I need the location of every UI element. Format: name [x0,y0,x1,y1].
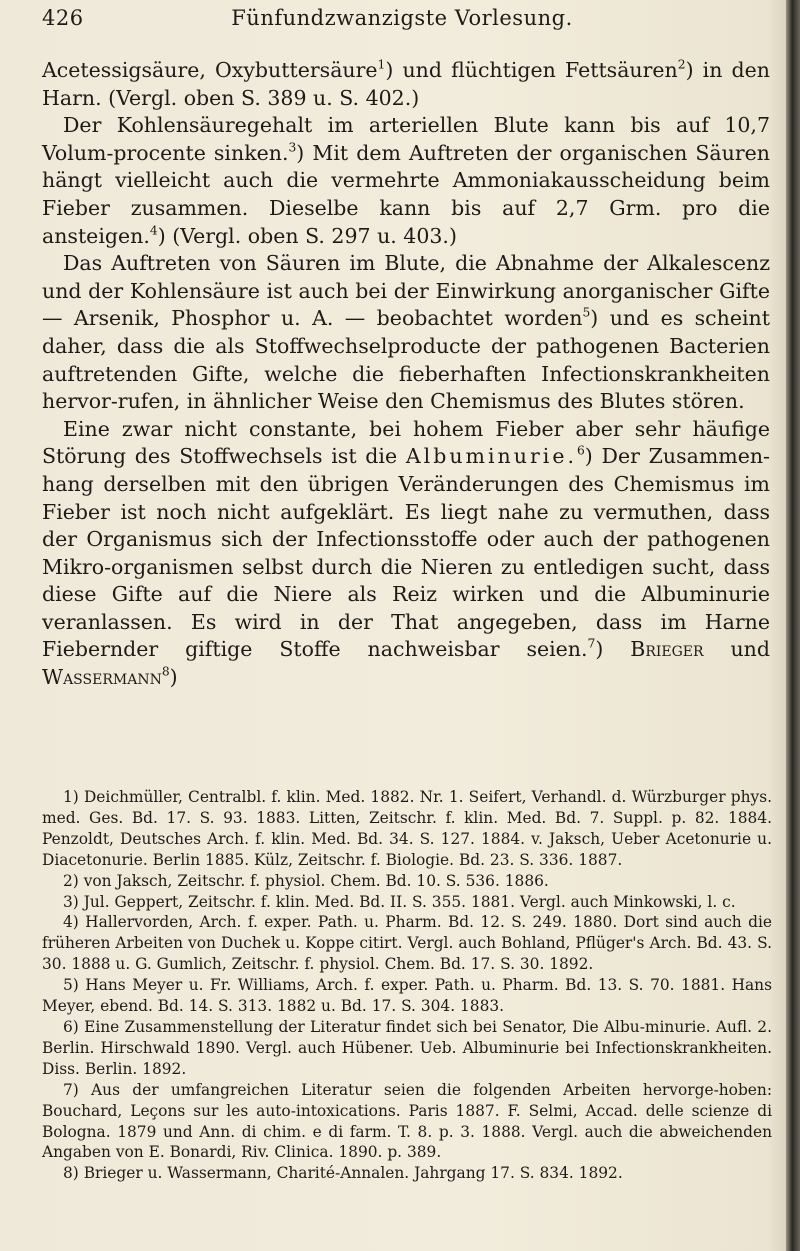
paragraph: Der Kohlensäuregehalt im arteriellen Blute kann bis auf 10,7 Volum-procente sinken.$^3$) Mit dem Auftreten der organischen Säuren hängt vielleicht auch die vermehrte Ammoniakausscheidung beim Fieber zusammen. Dieselbe kann bis auf 2,7 Grm. pro die ansteigen.$^4$) (Vergl. oben S. 297 u. 403.) [42,113,770,248]
author-name: Brieger [630,637,704,662]
footnote-ref: 8 [161,664,170,679]
footnote-ref: 7 [587,636,596,651]
footnote-ref: 1 [377,57,386,72]
footnote: 1) Deichmüller, Centralbl. f. klin. Med. 1882. Nr. 1. Seifert, Verhandl. d. Würzburger phys. med. Ges. Bd. 17. S. 93. 1883. Litten, Zeitschr. f. klin. Med. Bd. 7. Suppl. p. 82. 1884. Penzoldt, Deutsches Arch. f. klin. Med. Bd. 34. S. 127. 1884. v. Jaksch, Ueber Acetonurie u. Diacetonurie. Berlin 1885. Külz, Zeitschr. f. Biologie. Bd. 23. S. 336. 1887. [42,788,772,869]
footnotes [42,787,772,1184]
footnote: 7) Aus der umfangreichen Literatur seien die folgenden Arbeiten hervorge-hoben: Bouchard, Leçons sur les auto-intoxications. Paris 1887. F. Selmi, Accad. delle scienze di Bologna. 1879 und Ann. di chim. e di farm. T. 8. p. 3. 1888. Vergl. auch die abweichenden Angaben von E. Bonardi, Riv. Clinica. 1890. p. 389. [42,1080,772,1162]
footnote-ref: 2 [677,57,686,72]
footnote: 5) Hans Meyer u. Fr. Williams, Arch. f. exper. Path. u. Pharm. Bd. 13. S. 70. 1881. Hans Meyer, ebend. Bd. 14. S. 313. 1882 u. Bd. 17. S. 304. 1883. [42,976,772,1016]
footnote: 6) Eine Zusammenstellung der Literatur findet sich bei Senator, Die Albu-minurie. Aufl. 2. Berlin. Hirschwald 1890. Vergl. auch Hübener. Ueb. Albuminurie bei Infectionskrankheiten. Diss. Berlin. 1892. [42,1017,772,1078]
paragraph: Eine zwar nicht constante, bei hohem Fieber aber sehr häufige Störung des Stoffwechsels ist die Albuminurie.$^6$) Der Zusammen-hang derselben mit den übrigen Veränderungen des Chemismus im Fieber ist noch nicht aufgeklärt. Es liegt nahe zu vermuthen, dass der Organismus sich der Infectionsstoffe oder auch der pathogenen Mikro-organismen selbst durch die Nieren zu entledigen sucht, dass diese Gifte auf die Niere als Reiz wirken und die Albuminurie veranlassen. Es wird in der That angegeben, dass im Harne Fiebernder giftige Stoffe nachweisbar seien.$^7$) Brieger und Wassermann$^8$) [42,416,771,690]
footnote-ref: 6 [576,443,585,458]
main-text [42,57,770,692]
author-name: Wassermann [42,665,162,690]
footnote-ref: 3 [288,140,297,155]
footnote: 8) Brieger u. Wassermann, Charité-Annalen. Jahrgang 17. S. 834. 1892. [63,1164,623,1183]
paragraph: Acetessigsäure, Oxybuttersäure$^1$) und flüchtigen Fettsäuren$^2$) in den Harn. (Vergl. oben S. 389 u. S. 402.) [42,57,770,110]
emphasized-term: Albuminurie. [405,444,577,469]
footnote: 4) Hallervorden, Arch. f. exper. Path. u. Pharm. Bd. 12. S. 249. 1880. Dort sind auch die früheren Arbeiten von Duchek u. Koppe citirt. Vergl. auch Bohland, Pflüger's Arch. Bd. 43. S. 30. 1888 u. G. Gumlich, Zeitschr. f. physiol. Chem. Bd. 17. S. 30. 1892. [42,913,772,974]
page-number: 426 [42,6,84,30]
book-binding-edge [786,0,800,1251]
paragraph: Das Auftreten von Säuren im Blute, die Abnahme der Alkalescenz und der Kohlensäure ist auch bei der Einwirkung anorganischer Gifte — Arsenik, Phosphor u. A. — beobachtet worden$^5$) und es scheint daher, dass die als Stoffwechselproducte der pathogenen Bacterien auftretenden Gifte, welche die fieberhaften Infectionskrankheiten hervor-rufen, in ähnlicher Weise den Chemismus des Blutes stören. [42,251,770,414]
footnote-ref: 5 [582,305,591,320]
footnote: 3) Jul. Geppert, Zeitschr. f. klin. Med. Bd. II. S. 355. 1881. Vergl. auch Minkowski, l. c. [63,892,736,911]
footnote-ref: 4 [149,222,158,237]
page-header [42,6,762,38]
running-title: Fünfundzwanzigste Vorlesung. [231,6,573,30]
footnote: 2) von Jaksch, Zeitschr. f. physiol. Chem. Bd. 10. S. 536. 1886. [63,871,549,890]
